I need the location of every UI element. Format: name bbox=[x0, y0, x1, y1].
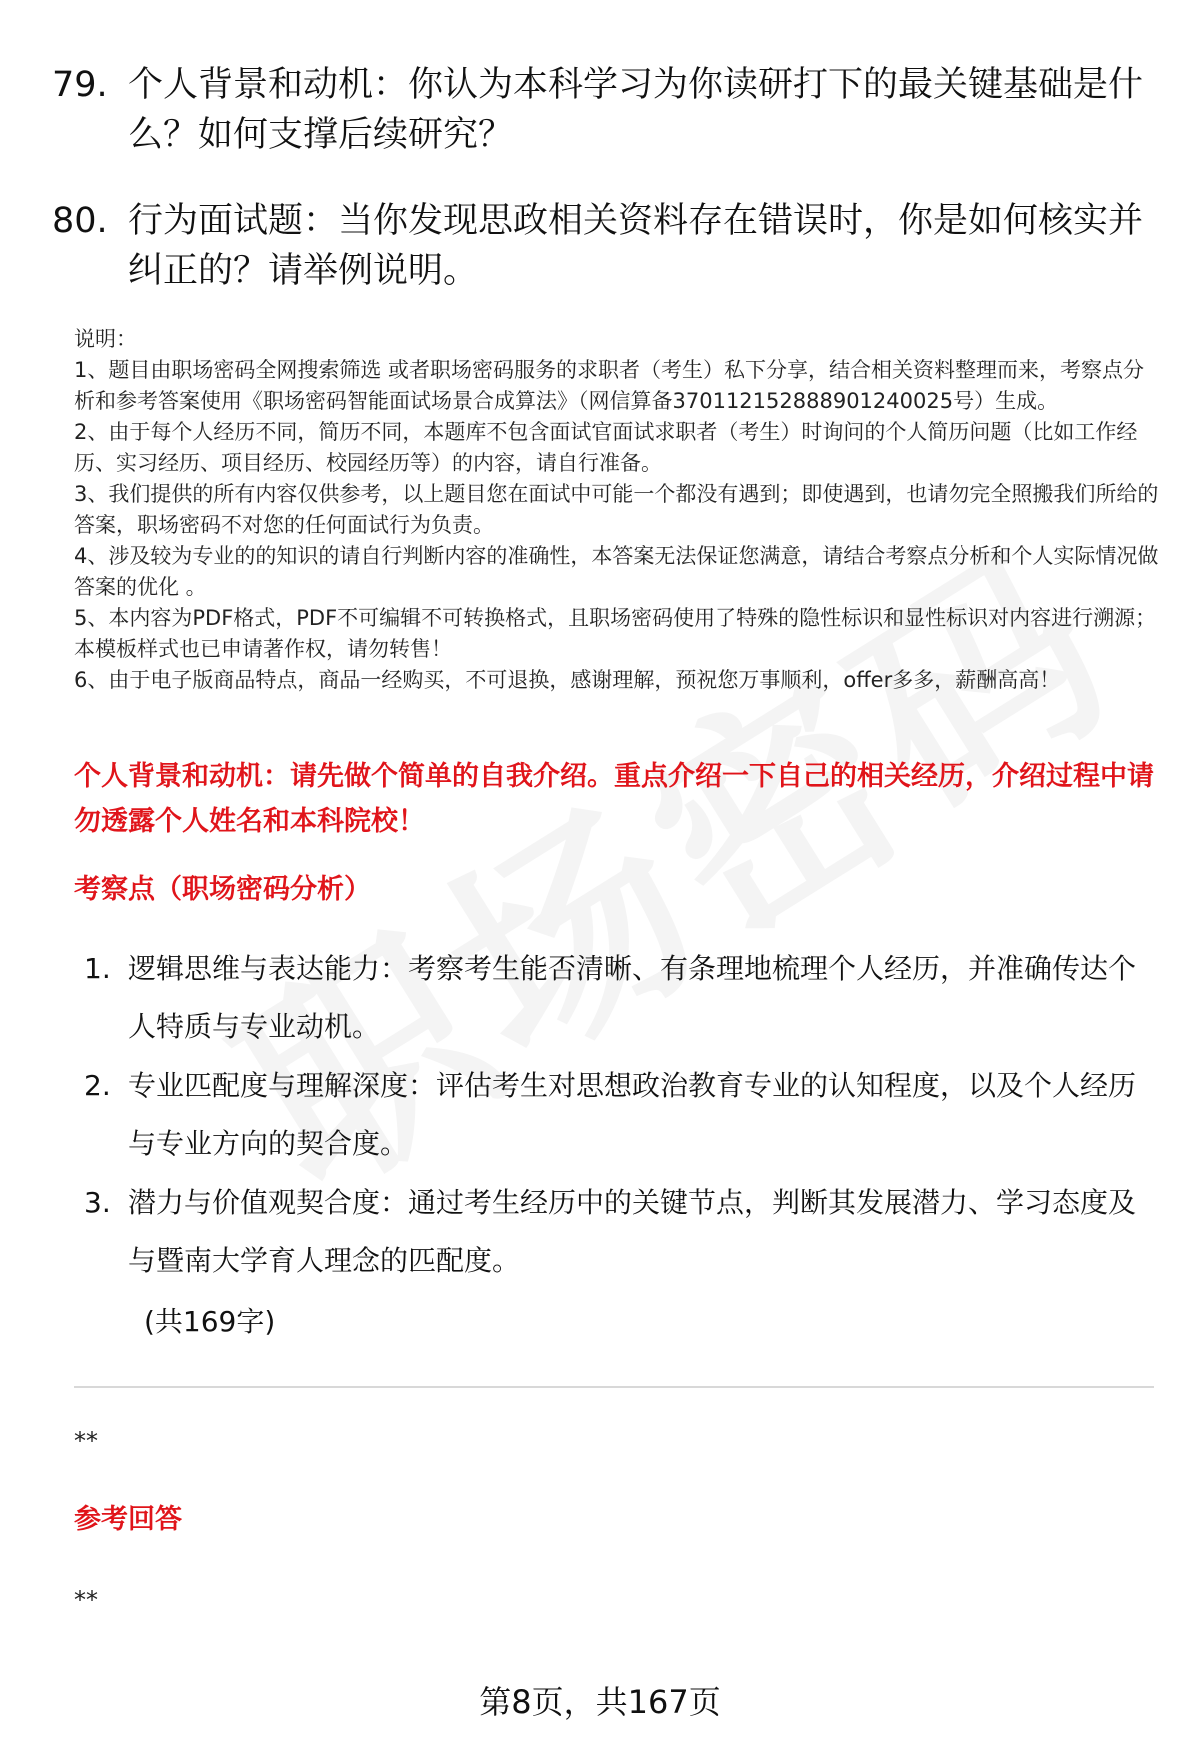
note-item: 2、由于每个人经历不同，简历不同，本题库不包含面试官面试求职者（考生）时询问的个人简历问题（比如工作经历、实习经历、项目经历、校园经历等）的内容，请自行准备。 bbox=[74, 420, 1138, 475]
main-question: 个人背景和动机：请先做个简单的自我介绍。重点介绍一下自己的相关经历，介绍过程中请勿透露个人姓名和本科院校！ bbox=[74, 761, 1154, 837]
point-number: 1. bbox=[84, 952, 111, 985]
separator-stars: ** bbox=[74, 1586, 98, 1614]
analysis-point bbox=[74, 1174, 1154, 1290]
point-text: 逻辑思维与表达能力：考察考生能否清晰、有条理地梳理个人经历，并准确传达个人特质与专业动机。 bbox=[128, 952, 1137, 1043]
point-text: 专业匹配度与理解深度：评估考生对思想政治教育专业的认知程度，以及个人经历与专业方向的契合度。 bbox=[128, 1069, 1137, 1160]
note-item: 1、题目由职场密码全网搜索筛选 或者职场密码服务的求职者（考生）私下分享，结合相关资料整理而来，考察点分析和参考答案使用《职场密码智能面试场景合成算法》（网信算备370112152888901240025号）生成。 bbox=[74, 358, 1145, 413]
page-footer: 第8页，共167页 bbox=[479, 1683, 721, 1721]
question-text: 个人背景和动机：你认为本科学习为你读研打下的最关键基础是什么？如何支撑后续研究？ bbox=[128, 65, 1144, 155]
point-number: 3. bbox=[84, 1186, 111, 1219]
word-count: (共169字) bbox=[144, 1305, 276, 1338]
note-item: 6、由于电子版商品特点，商品一经购买，不可退换，感谢理解，预祝您万事顺利，offer多多，薪酬高高！ bbox=[74, 668, 1061, 692]
point-number: 2. bbox=[84, 1069, 111, 1102]
separator-stars: ** bbox=[74, 1427, 98, 1455]
analysis-point bbox=[74, 940, 1154, 1056]
analysis-point bbox=[74, 1057, 1154, 1173]
notes-section bbox=[74, 324, 1164, 696]
answer-title: 参考回答 bbox=[74, 1504, 182, 1535]
question-80 bbox=[52, 196, 1152, 296]
analysis-title: 考察点（职场密码分析） bbox=[74, 874, 371, 905]
point-text: 潜力与价值观契合度：通过考生经历中的关键节点，判断其发展潜力、学习态度及与暨南大学育人理念的匹配度。 bbox=[128, 1186, 1137, 1277]
question-number: 79. bbox=[52, 65, 108, 105]
question-number: 80. bbox=[52, 201, 108, 241]
note-item: 4、涉及较为专业的的知识的请自行判断内容的准确性，本答案无法保证您满意，请结合考察点分析和个人实际情况做答案的优化 。 bbox=[74, 544, 1159, 599]
question-text: 行为面试题：当你发现思政相关资料存在错误时，你是如何核实并纠正的？请举例说明。 bbox=[128, 201, 1144, 291]
question-79 bbox=[52, 60, 1152, 160]
note-item: 3、我们提供的所有内容仅供参考，以上题目您在面试中可能一个都没有遇到；即使遇到，也请勿完全照搬我们所给的答案，职场密码不对您的任何面试行为负责。 bbox=[74, 482, 1159, 537]
divider bbox=[74, 1386, 1154, 1388]
note-item: 5、本内容为PDF格式，PDF不可编辑不可转换格式，且职场密码使用了特殊的隐性标识和显性标识对内容进行溯源；本模板样式也已申请著作权，请勿转售！ bbox=[74, 606, 1157, 661]
analysis-points bbox=[74, 940, 1154, 1291]
notes-heading: 说明： bbox=[74, 327, 137, 351]
